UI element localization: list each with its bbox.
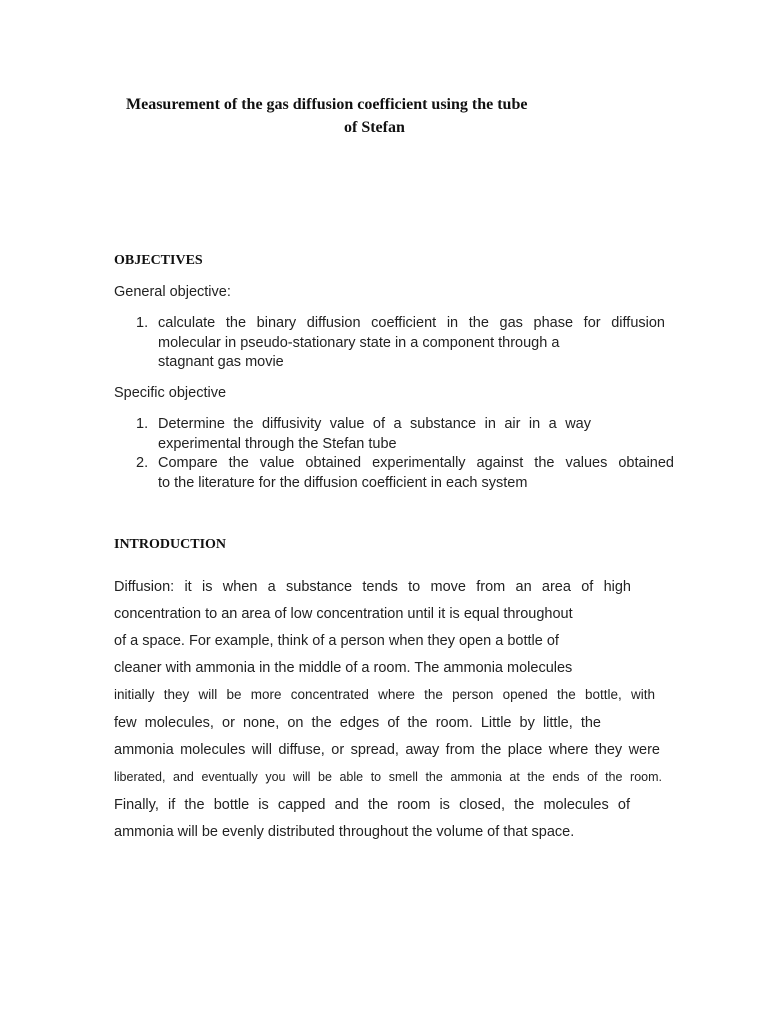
introduction-line: ammonia molecules will diffuse, or spread, away from the place where they were: [114, 742, 660, 758]
document-title-line-2: of Stefan: [344, 119, 405, 136]
introduction-line: Finally, if the bottle is capped and the room is closed, the molecules of: [114, 797, 630, 813]
list-item-line: molecular in pseudo-stationary state in a component through a: [158, 334, 560, 351]
list-item-line: stagnant gas movie: [158, 354, 284, 370]
specific-objective-item-2: [136, 454, 674, 493]
list-number: 1.: [136, 416, 149, 432]
general-objective-item-1: [136, 314, 665, 373]
list-number: 1.: [136, 315, 149, 331]
introduction-line: of a space. For example, think of a person when they open a bottle of: [114, 633, 559, 649]
introduction-line: initially they will be more concentrated where the person opened the bottle, with: [114, 687, 655, 702]
specific-objective-item-1: [136, 415, 591, 454]
list-item-line: calculate the binary diffusion coefficient in the gas phase for diffusion: [158, 315, 665, 331]
introduction-heading: INTRODUCTION: [114, 537, 227, 552]
introduction-line: cleaner with ammonia in the middle of a room. The ammonia molecules: [114, 660, 573, 676]
specific-objective-label: Specific objective: [114, 385, 227, 401]
introduction-line: ammonia will be evenly distributed throughout the volume of that space.: [114, 824, 575, 840]
list-item-line: Compare the value obtained experimentally against the values obtained: [158, 455, 674, 471]
list-number: 2.: [136, 455, 149, 471]
introduction-line: Diffusion: it is when a substance tends to move from an area of high: [114, 579, 631, 595]
document-title-line-1: Measurement of the gas diffusion coefficient using the tube: [126, 96, 528, 113]
general-objective-label: General objective:: [114, 284, 231, 300]
list-item-line: to the literature for the diffusion coefficient in each system: [158, 474, 528, 491]
objectives-heading: OBJECTIVES: [114, 253, 203, 268]
list-item-line: experimental through the Stefan tube: [158, 435, 397, 452]
introduction-line: concentration to an area of low concentration until it is equal throughout: [114, 606, 573, 622]
list-item-line: Determine the diffusivity value of a substance in air in a way: [158, 416, 591, 432]
introduction-line: few molecules, or none, on the edges of the room. Little by little, the: [114, 715, 601, 731]
introduction-line: liberated, and eventually you will be able to smell the ammonia at the ends of the room.: [114, 770, 662, 784]
